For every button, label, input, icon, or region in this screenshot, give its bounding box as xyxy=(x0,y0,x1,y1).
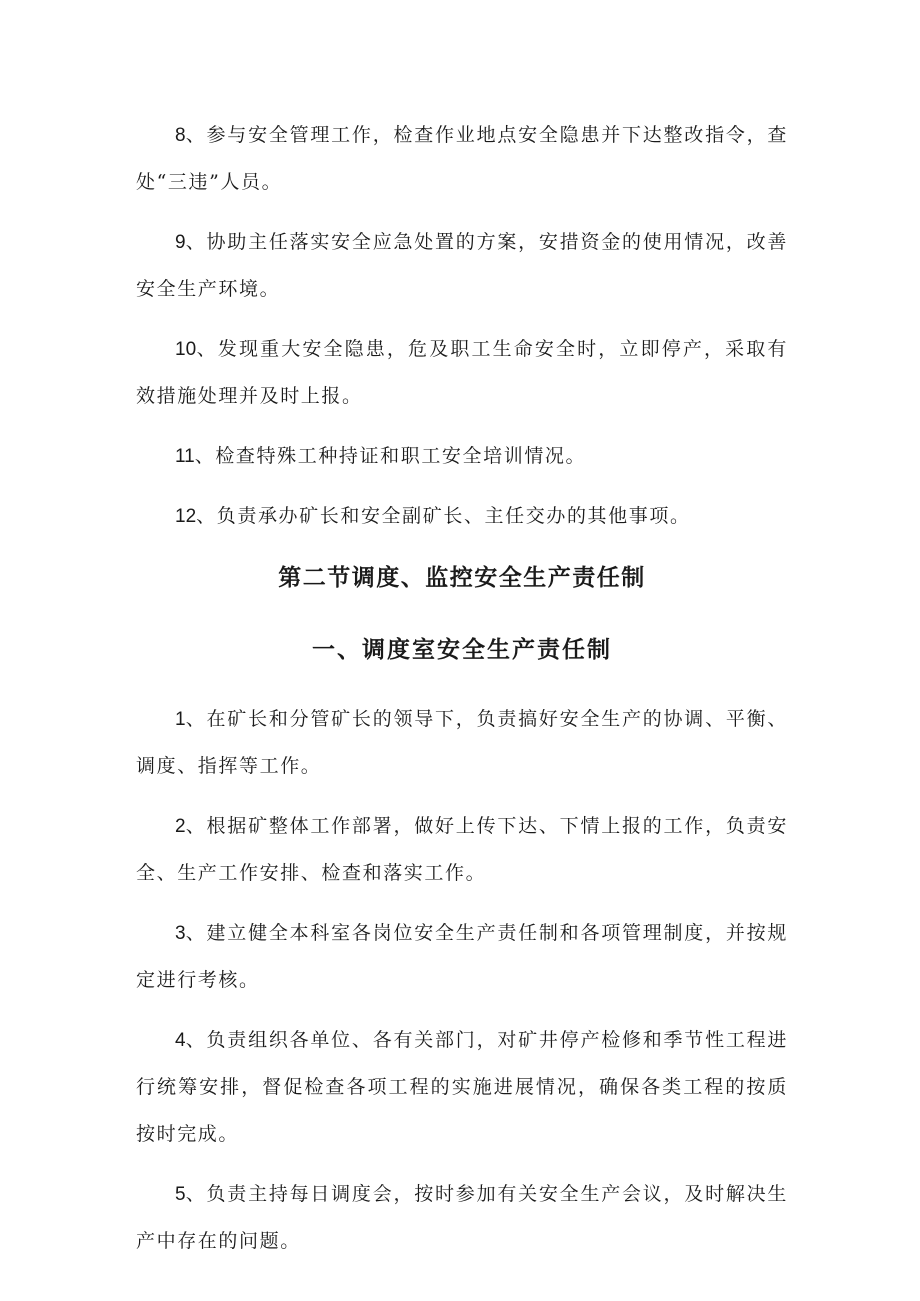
list-item-1 xyxy=(136,696,788,790)
item-text: 、负责主持每日调度会，按时参加有关安全生产会议，及时解决生产中存在的问题。 xyxy=(136,1183,788,1252)
item-number: 11 xyxy=(175,446,195,467)
item-text: 、负责组织各单位、各有关部门，对矿井停产检修和季节性工程进行统筹安排，督促检查各项工程的实施进展情况，确保各类工程的按质按时完成。 xyxy=(136,1029,788,1145)
list-item-9 xyxy=(136,219,788,313)
list-item-3 xyxy=(136,910,788,1004)
item-number: 4 xyxy=(175,1030,186,1051)
item-number: 2 xyxy=(175,816,186,837)
item-text: 、在矿长和分管矿长的领导下，负责搞好安全生产的协调、平衡、调度、指挥等工作。 xyxy=(136,708,788,777)
list-item-5 xyxy=(136,1171,788,1265)
list-item-4 xyxy=(136,1017,788,1158)
section-title: 第二节调度、监控安全生产责任制 xyxy=(278,564,646,591)
list-item-2 xyxy=(136,803,788,897)
item-number: 8 xyxy=(175,125,186,146)
item-number: 3 xyxy=(175,923,186,944)
item-text: 、检查特殊工种持证和职工安全培训情况。 xyxy=(194,445,587,467)
item-number: 10 xyxy=(175,339,197,360)
item-text: 、建立健全本科室各岗位安全生产责任制和各项管理制度，并按规定进行考核。 xyxy=(136,922,788,991)
item-number: 5 xyxy=(175,1184,186,1205)
item-text: 、协助主任落实安全应急处置的方案，安措资金的使用情况，改善安全生产环境。 xyxy=(136,231,788,300)
list-item-12 xyxy=(136,493,788,540)
list-item-10 xyxy=(136,326,788,420)
list-item-8 xyxy=(136,112,788,206)
list-item-11 xyxy=(136,433,788,480)
item-text: 、根据矿整体工作部署，做好上传下达、下情上报的工作，负责安全、生产工作安排、检查和落实工作。 xyxy=(136,815,788,884)
item-text: 、发现重大安全隐患，危及职工生命安全时，立即停产，采取有效措施处理并及时上报。 xyxy=(136,338,788,407)
item-text: 、负责承办矿长和安全副矿长、主任交办的其他事项。 xyxy=(196,505,691,527)
item-text: 、参与安全管理工作，检查作业地点安全隐患并下达整改指令，查处“三违”人员。 xyxy=(136,124,788,193)
document-page xyxy=(136,112,788,1278)
subsection-title: 一、调度室安全生产责任制 xyxy=(312,636,612,663)
item-number: 1 xyxy=(175,709,186,730)
item-number: 12 xyxy=(175,506,197,527)
item-number: 9 xyxy=(175,232,186,253)
